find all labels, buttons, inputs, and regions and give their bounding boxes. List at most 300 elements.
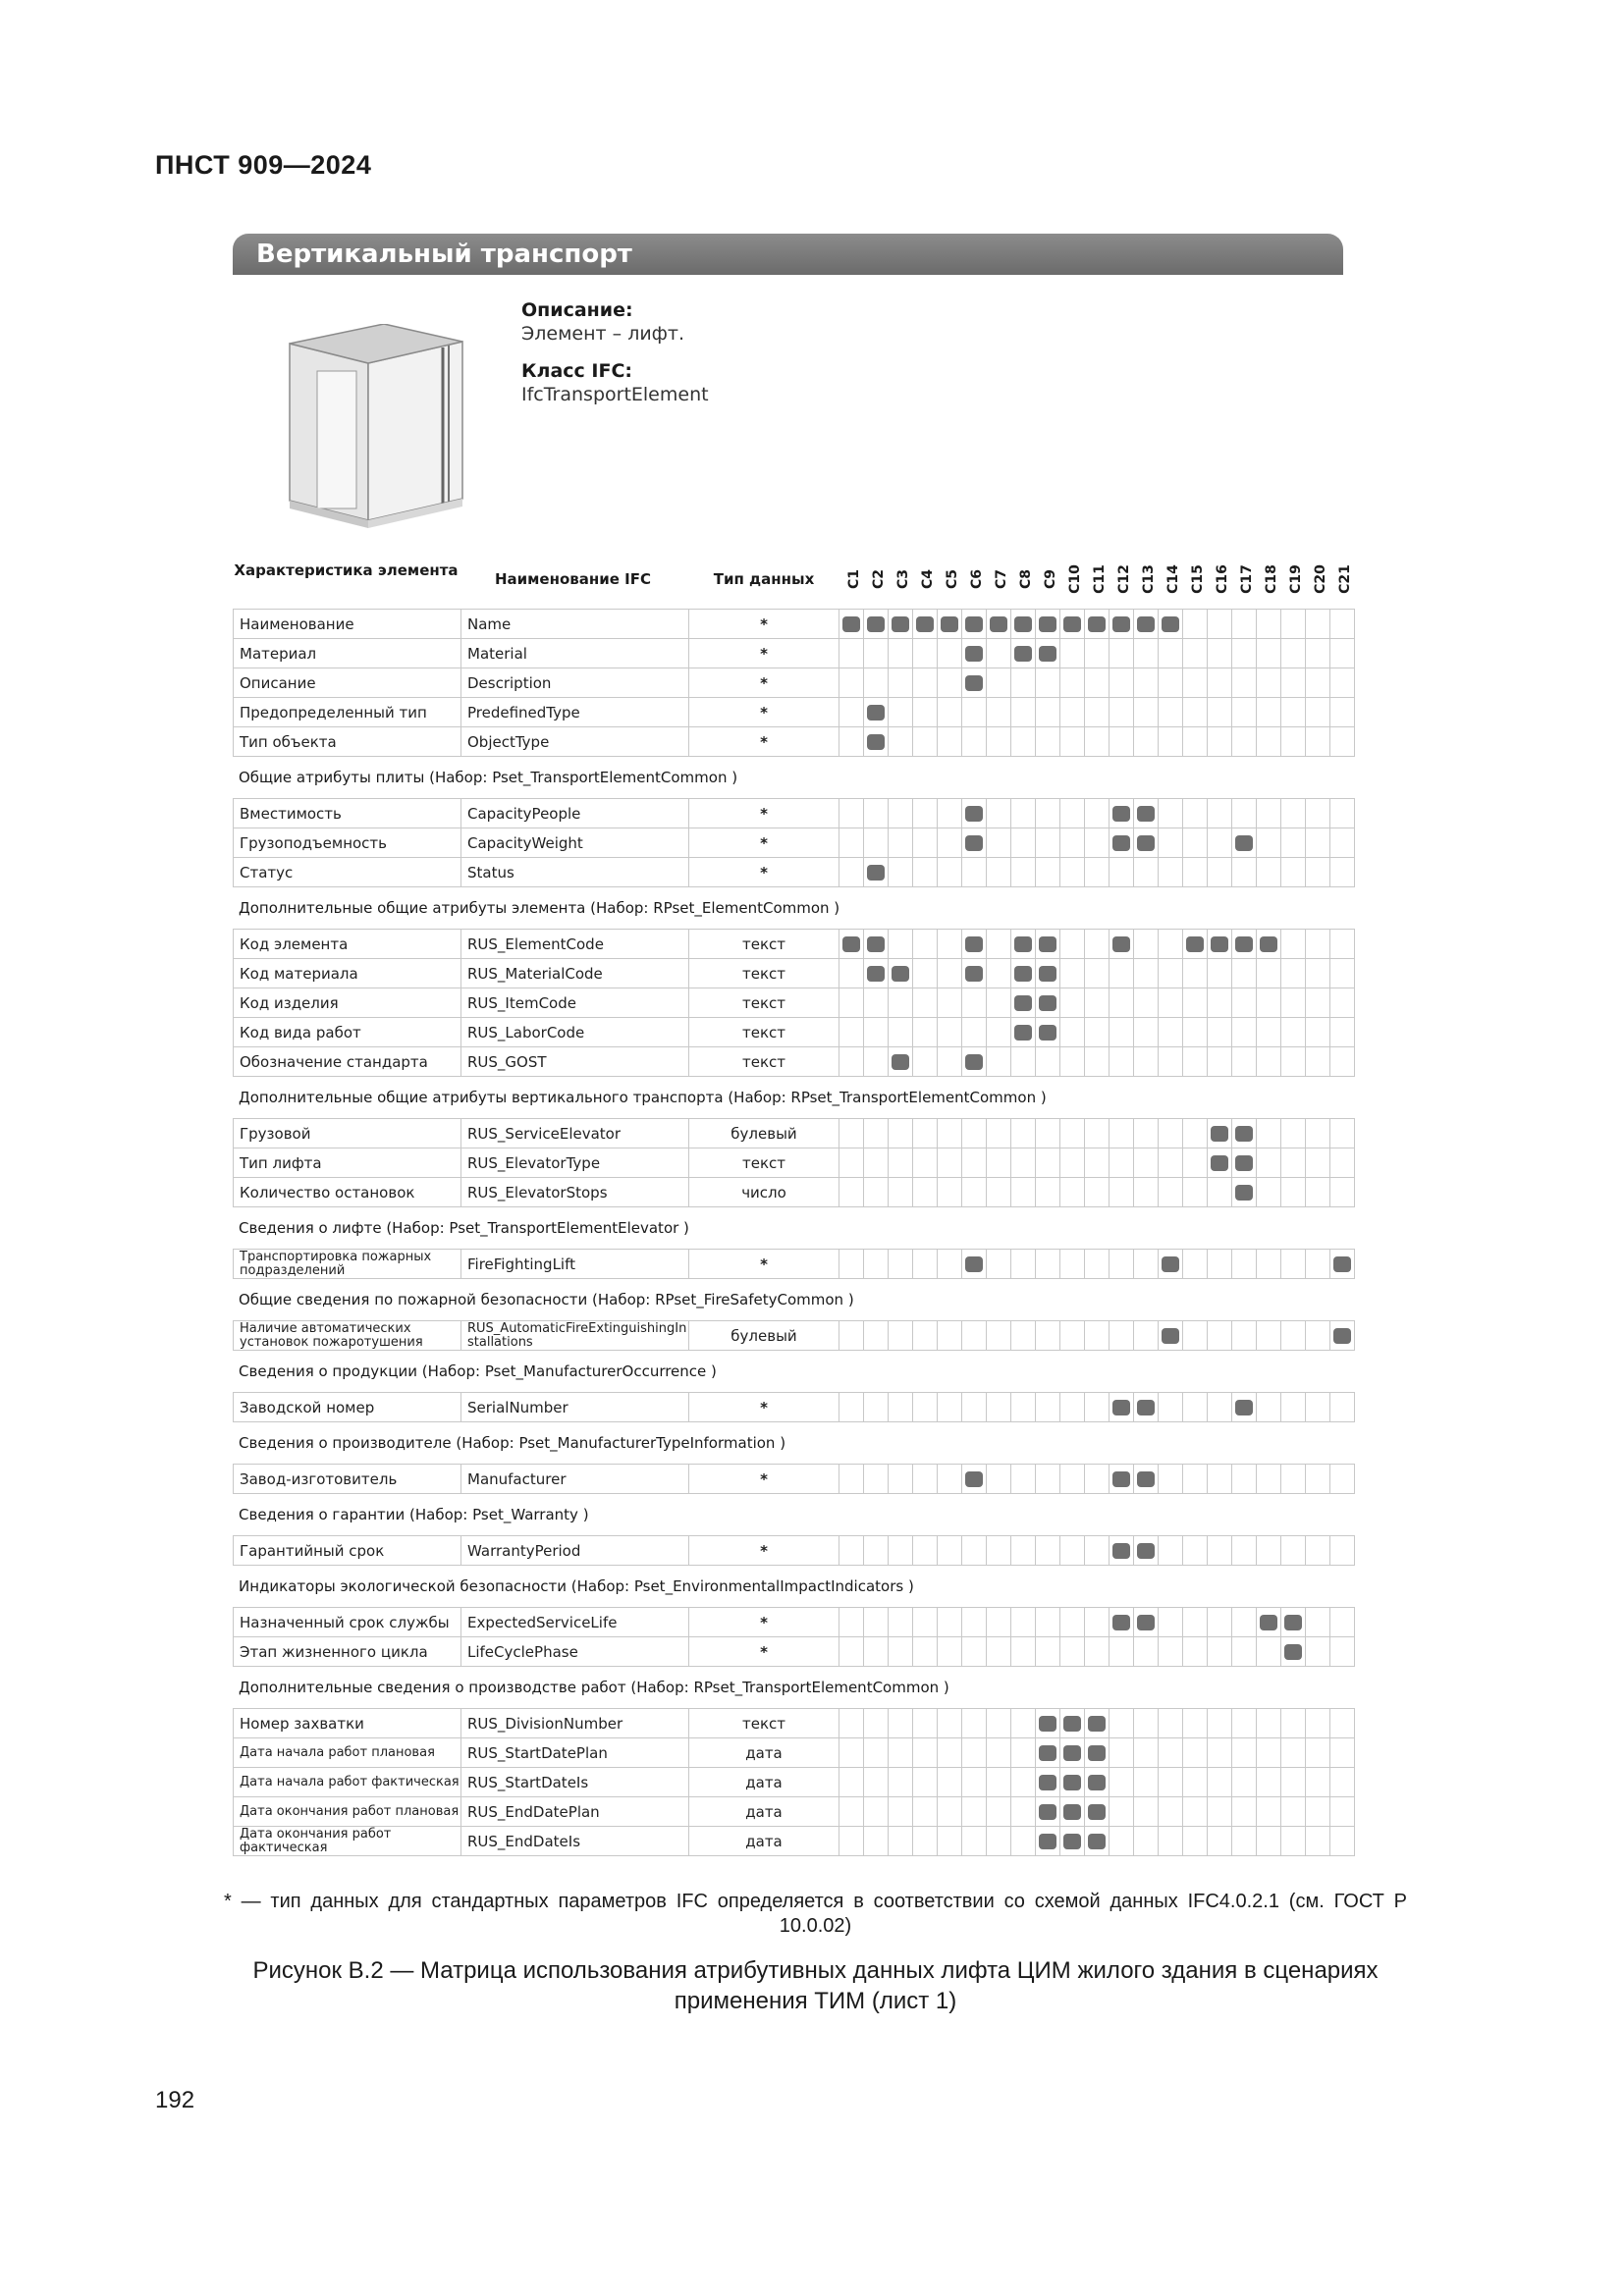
matrix-cell xyxy=(962,988,987,1018)
matrix-cell xyxy=(1208,1393,1232,1422)
matrix-cell xyxy=(1110,1393,1134,1422)
matrix-cell xyxy=(1183,1827,1208,1856)
matrix-cell xyxy=(913,1119,938,1148)
matrix-cell xyxy=(889,1768,913,1797)
data-type-cell: булевый xyxy=(689,1119,839,1148)
matrix-cell xyxy=(962,1465,987,1494)
matrix-cell xyxy=(913,959,938,988)
matrix-cell xyxy=(1134,959,1159,988)
matrix-cell xyxy=(889,1250,913,1279)
matrix-cell xyxy=(1232,1827,1257,1856)
capability-header xyxy=(1210,550,1234,609)
matrix-cell xyxy=(1330,1047,1355,1077)
matrix-cell xyxy=(1011,858,1036,887)
matrix-cell xyxy=(1110,639,1134,668)
matrix-cell xyxy=(1036,1047,1060,1077)
capability-label: C5 xyxy=(944,568,960,590)
matrix-cell xyxy=(1085,1536,1110,1566)
matrix-cell xyxy=(1281,698,1306,727)
section-title: Дополнительные общие атрибуты элемента (Набор: RPset_ElementCommon ) xyxy=(239,899,840,917)
matrix-cell xyxy=(889,858,913,887)
matrix-cell xyxy=(1183,799,1208,828)
matrix-cell xyxy=(839,610,864,639)
data-type-cell: число xyxy=(689,1178,839,1207)
matrix-cell xyxy=(1257,1321,1281,1351)
matrix-cell xyxy=(889,799,913,828)
usage-mark xyxy=(1112,1615,1130,1630)
matrix-cell xyxy=(938,1119,962,1148)
matrix-cell xyxy=(1306,1250,1330,1279)
matrix-cell xyxy=(1085,1018,1110,1047)
matrix-cell xyxy=(938,930,962,959)
matrix-cell xyxy=(1232,959,1257,988)
table-row xyxy=(234,1637,1355,1667)
matrix-cell xyxy=(1134,1738,1159,1768)
matrix-cell xyxy=(987,1148,1011,1178)
matrix-cell xyxy=(889,1536,913,1566)
data-type-cell: дата xyxy=(689,1768,839,1797)
matrix-cell xyxy=(1110,1608,1134,1637)
matrix-cell xyxy=(1330,1797,1355,1827)
matrix-cell xyxy=(1159,959,1183,988)
matrix-cell xyxy=(1330,1608,1355,1637)
matrix-cell xyxy=(1134,799,1159,828)
page-number: 192 xyxy=(155,2087,195,2113)
matrix-cell xyxy=(839,668,864,698)
data-type-cell: текст xyxy=(689,930,839,959)
capability-header xyxy=(1087,550,1111,609)
matrix-cell xyxy=(1060,930,1085,959)
characteristic-cell: Наличие автоматических установок пожаротушения xyxy=(234,1321,461,1351)
matrix-cell xyxy=(1306,639,1330,668)
matrix-cell xyxy=(1208,1608,1232,1637)
matrix-cell xyxy=(1110,1321,1134,1351)
matrix-cell xyxy=(962,1797,987,1827)
ifc-name-cell: RUS_StartDatePlan xyxy=(461,1738,689,1768)
matrix-cell xyxy=(889,1637,913,1667)
capability-header xyxy=(1111,550,1136,609)
matrix-cell xyxy=(1330,1465,1355,1494)
matrix-cell xyxy=(1183,1637,1208,1667)
usage-mark xyxy=(867,705,885,721)
description-label: Описание: xyxy=(521,299,633,321)
characteristic-cell: Предопределенный тип xyxy=(234,698,461,727)
matrix-cell xyxy=(1281,959,1306,988)
capability-header xyxy=(1136,550,1161,609)
matrix-cell xyxy=(1257,988,1281,1018)
capability-header xyxy=(915,550,940,609)
matrix-cell xyxy=(1110,1827,1134,1856)
capability-header xyxy=(1259,550,1283,609)
usage-mark xyxy=(1333,1328,1351,1344)
matrix-cell xyxy=(1011,639,1036,668)
matrix-cell xyxy=(1011,1393,1036,1422)
matrix-cell xyxy=(1306,930,1330,959)
usage-mark xyxy=(867,734,885,750)
table-row xyxy=(234,828,1355,858)
matrix-cell xyxy=(1208,988,1232,1018)
matrix-cell xyxy=(962,1536,987,1566)
matrix-cell xyxy=(1257,930,1281,959)
matrix-cell xyxy=(1011,1709,1036,1738)
matrix-cell xyxy=(864,1321,889,1351)
matrix-cell xyxy=(1281,1250,1306,1279)
matrix-cell xyxy=(962,1637,987,1667)
matrix-cell xyxy=(1011,988,1036,1018)
matrix-cell xyxy=(913,668,938,698)
matrix-cell xyxy=(1060,1148,1085,1178)
matrix-cell xyxy=(1183,1768,1208,1797)
matrix-cell xyxy=(1330,1321,1355,1351)
matrix-cell xyxy=(1110,959,1134,988)
matrix-cell xyxy=(1060,828,1085,858)
ifc-name-cell: RUS_MaterialCode xyxy=(461,959,689,988)
ifc-name-cell: CapacityWeight xyxy=(461,828,689,858)
matrix-cell xyxy=(1159,1827,1183,1856)
matrix-cell xyxy=(1011,1608,1036,1637)
usage-mark xyxy=(965,966,983,982)
data-type-cell: текст xyxy=(689,1709,839,1738)
matrix-cell xyxy=(1232,668,1257,698)
matrix-cell xyxy=(1232,828,1257,858)
matrix-cell xyxy=(1330,610,1355,639)
matrix-cell xyxy=(987,1797,1011,1827)
matrix-cell xyxy=(864,1018,889,1047)
matrix-cell xyxy=(1159,1608,1183,1637)
matrix-cell xyxy=(1110,698,1134,727)
matrix-cell xyxy=(864,1738,889,1768)
table-row xyxy=(234,1709,1355,1738)
ifc-name-cell: RUS_ElevatorStops xyxy=(461,1178,689,1207)
matrix-cell xyxy=(1208,1321,1232,1351)
matrix-cell xyxy=(1257,727,1281,757)
matrix-cell xyxy=(839,1637,864,1667)
matrix-cell xyxy=(1232,727,1257,757)
matrix-cell xyxy=(839,639,864,668)
usage-mark xyxy=(965,646,983,662)
matrix-cell xyxy=(913,1321,938,1351)
usage-mark xyxy=(1063,1834,1081,1849)
matrix-cell xyxy=(1208,1797,1232,1827)
matrix-cell xyxy=(1110,1047,1134,1077)
matrix-cell xyxy=(1036,1178,1060,1207)
matrix-cell xyxy=(1060,1608,1085,1637)
capability-label: C4 xyxy=(919,568,936,590)
matrix-cell xyxy=(839,1738,864,1768)
matrix-cell xyxy=(1183,1250,1208,1279)
matrix-cell xyxy=(987,799,1011,828)
characteristic-cell: Этап жизненного цикла xyxy=(234,1637,461,1667)
usage-mark xyxy=(1211,1155,1228,1171)
table-row xyxy=(234,1250,1355,1279)
matrix-cell xyxy=(1159,639,1183,668)
matrix-cell xyxy=(1085,1768,1110,1797)
matrix-cell xyxy=(1257,698,1281,727)
matrix-cell xyxy=(1281,727,1306,757)
matrix-cell xyxy=(1036,639,1060,668)
matrix-cell xyxy=(987,1738,1011,1768)
usage-mark xyxy=(941,616,958,632)
table-row xyxy=(234,930,1355,959)
matrix-cell xyxy=(987,1768,1011,1797)
matrix-cell xyxy=(1183,930,1208,959)
matrix-cell xyxy=(1060,698,1085,727)
matrix-cell xyxy=(1281,610,1306,639)
matrix-cell xyxy=(1011,1637,1036,1667)
matrix-cell xyxy=(1330,858,1355,887)
matrix-cell xyxy=(1036,1321,1060,1351)
matrix-cell xyxy=(1159,1797,1183,1827)
matrix-cell xyxy=(1011,1465,1036,1494)
section-table xyxy=(233,609,1355,757)
matrix-cell xyxy=(864,988,889,1018)
matrix-cell xyxy=(1257,668,1281,698)
data-type-cell: дата xyxy=(689,1738,839,1768)
usage-mark xyxy=(1088,1745,1106,1761)
matrix-cell xyxy=(864,639,889,668)
matrix-cell xyxy=(1134,1119,1159,1148)
matrix-cell xyxy=(1134,1797,1159,1827)
matrix-cell xyxy=(1183,1321,1208,1351)
matrix-cell xyxy=(1330,1393,1355,1422)
ifc-name-cell: Manufacturer xyxy=(461,1465,689,1494)
matrix-cell xyxy=(987,1119,1011,1148)
data-type-cell: * xyxy=(689,1536,839,1566)
matrix-cell xyxy=(1232,1250,1257,1279)
usage-mark xyxy=(1284,1644,1302,1660)
table-row xyxy=(234,639,1355,668)
matrix-cell xyxy=(839,1018,864,1047)
matrix-cell xyxy=(1011,828,1036,858)
matrix-cell xyxy=(1134,727,1159,757)
usage-mark xyxy=(1112,616,1130,632)
matrix-cell xyxy=(889,1047,913,1077)
matrix-cell xyxy=(987,858,1011,887)
ifc-name-cell: RUS_AutomaticFireExtinguishingInstallations xyxy=(461,1321,689,1351)
matrix-cell xyxy=(1036,1608,1060,1637)
matrix-cell xyxy=(839,1608,864,1637)
characteristic-cell: Материал xyxy=(234,639,461,668)
matrix-cell xyxy=(1110,828,1134,858)
table-row xyxy=(234,1047,1355,1077)
matrix-cell xyxy=(1208,1827,1232,1856)
matrix-cell xyxy=(1085,1608,1110,1637)
characteristic-cell: Обозначение стандарта xyxy=(234,1047,461,1077)
matrix-cell xyxy=(1085,1119,1110,1148)
section-table xyxy=(233,798,1355,887)
capability-label: C6 xyxy=(968,568,985,590)
matrix-cell xyxy=(1011,1018,1036,1047)
ifc-name-cell: RUS_ElementCode xyxy=(461,930,689,959)
matrix-cell xyxy=(1060,1018,1085,1047)
capability-label: C8 xyxy=(1017,568,1034,590)
matrix-cell xyxy=(962,1393,987,1422)
usage-mark xyxy=(892,966,909,982)
matrix-cell xyxy=(864,668,889,698)
matrix-cell xyxy=(1208,799,1232,828)
matrix-cell xyxy=(839,1047,864,1077)
table-row xyxy=(234,1393,1355,1422)
capability-label: C18 xyxy=(1263,564,1279,594)
matrix-cell xyxy=(913,639,938,668)
capability-label: C20 xyxy=(1312,564,1328,594)
data-type-cell: * xyxy=(689,1637,839,1667)
matrix-cell xyxy=(1085,828,1110,858)
section-title: Общие атрибуты плиты (Набор: Pset_TransportElementCommon ) xyxy=(239,769,738,786)
matrix-cell xyxy=(1306,1738,1330,1768)
matrix-cell xyxy=(987,668,1011,698)
table-row xyxy=(234,1536,1355,1566)
matrix-cell xyxy=(1257,1178,1281,1207)
ifc-name-cell: ObjectType xyxy=(461,727,689,757)
table-row xyxy=(234,698,1355,727)
matrix-cell xyxy=(1232,1637,1257,1667)
matrix-cell xyxy=(962,1148,987,1178)
usage-mark xyxy=(1063,1804,1081,1820)
matrix-cell xyxy=(1208,1637,1232,1667)
section-table xyxy=(233,1118,1355,1207)
data-type-cell: * xyxy=(689,1393,839,1422)
matrix-cell xyxy=(913,1047,938,1077)
table-row xyxy=(234,1321,1355,1351)
matrix-cell xyxy=(1306,988,1330,1018)
section-title: Сведения о производителе (Набор: Pset_ManufacturerTypeInformation ) xyxy=(239,1434,786,1452)
matrix-cell xyxy=(839,828,864,858)
matrix-cell xyxy=(1060,1827,1085,1856)
matrix-cell xyxy=(962,1608,987,1637)
matrix-cell xyxy=(1232,639,1257,668)
matrix-cell xyxy=(1208,698,1232,727)
matrix-cell xyxy=(889,668,913,698)
matrix-cell xyxy=(962,1178,987,1207)
matrix-cell xyxy=(1159,1738,1183,1768)
matrix-cell xyxy=(1036,959,1060,988)
capability-label: C3 xyxy=(894,568,911,590)
description-value: Элемент – лифт. xyxy=(521,323,685,345)
matrix-cell xyxy=(987,610,1011,639)
matrix-cell xyxy=(962,1047,987,1077)
matrix-cell xyxy=(1306,799,1330,828)
matrix-header xyxy=(233,550,1353,609)
matrix-cell xyxy=(1330,727,1355,757)
ifc-name-cell: RUS_ElevatorType xyxy=(461,1148,689,1178)
matrix-cell xyxy=(913,1827,938,1856)
matrix-cell xyxy=(962,668,987,698)
matrix-cell xyxy=(1330,668,1355,698)
matrix-cell xyxy=(1208,1465,1232,1494)
matrix-cell xyxy=(1159,1465,1183,1494)
matrix-cell xyxy=(864,959,889,988)
matrix-cell xyxy=(839,799,864,828)
section-table xyxy=(233,1535,1355,1566)
matrix-cell xyxy=(1208,727,1232,757)
matrix-cell xyxy=(1183,1148,1208,1178)
matrix-cell xyxy=(864,1768,889,1797)
matrix-cell xyxy=(1134,1250,1159,1279)
usage-mark xyxy=(1014,936,1032,952)
matrix-cell xyxy=(1159,1047,1183,1077)
matrix-cell xyxy=(938,1018,962,1047)
usage-mark xyxy=(842,616,860,632)
matrix-cell xyxy=(1208,1738,1232,1768)
matrix-cell xyxy=(889,828,913,858)
usage-mark xyxy=(1112,806,1130,822)
matrix-cell xyxy=(1257,1465,1281,1494)
data-type-cell: дата xyxy=(689,1797,839,1827)
usage-mark xyxy=(1088,1834,1106,1849)
section-title: Дополнительные общие атрибуты вертикального транспорта (Набор: RPset_TransportElementCommon ) xyxy=(239,1089,1047,1106)
matrix-cell xyxy=(913,1393,938,1422)
footnote: * — тип данных для стандартных параметров IFC определяется в соответствии со схемой данных IFC4.0.2.1 (см. ГОСТ Р 10.0.02) xyxy=(224,1891,1407,1937)
matrix-cell xyxy=(913,930,938,959)
matrix-cell xyxy=(1134,1047,1159,1077)
matrix-cell xyxy=(1036,668,1060,698)
characteristic-cell: Статус xyxy=(234,858,461,887)
matrix-cell xyxy=(1183,1709,1208,1738)
ifc-name-cell: RUS_ServiceElevator xyxy=(461,1119,689,1148)
matrix-cell xyxy=(913,1148,938,1178)
matrix-cell xyxy=(1257,610,1281,639)
matrix-cell xyxy=(1306,959,1330,988)
matrix-cell xyxy=(1110,668,1134,698)
matrix-cell xyxy=(1306,1465,1330,1494)
section-title: Сведения о продукции (Набор: Pset_ManufacturerOccurrence ) xyxy=(239,1362,717,1380)
matrix-cell xyxy=(839,1536,864,1566)
matrix-cell xyxy=(1011,1047,1036,1077)
matrix-cell xyxy=(913,610,938,639)
data-type-cell: текст xyxy=(689,1148,839,1178)
matrix-cell xyxy=(1208,959,1232,988)
matrix-cell xyxy=(1085,1709,1110,1738)
matrix-cell xyxy=(987,1827,1011,1856)
usage-mark xyxy=(1162,1256,1179,1272)
matrix-cell xyxy=(1085,727,1110,757)
characteristic-cell: Назначенный срок службы xyxy=(234,1608,461,1637)
characteristic-cell: Дата окончания работ фактическая xyxy=(234,1827,461,1856)
matrix-cell xyxy=(839,1827,864,1856)
matrix-cell xyxy=(1134,988,1159,1018)
matrix-cell xyxy=(1183,610,1208,639)
matrix-cell xyxy=(1085,1637,1110,1667)
ifc-name-cell: RUS_GOST xyxy=(461,1047,689,1077)
matrix-cell xyxy=(962,959,987,988)
matrix-cell xyxy=(1011,1178,1036,1207)
matrix-cell xyxy=(913,1797,938,1827)
matrix-cell xyxy=(839,1797,864,1827)
usage-mark xyxy=(1039,1834,1056,1849)
matrix-cell xyxy=(1232,988,1257,1018)
usage-mark xyxy=(1014,646,1032,662)
matrix-cell xyxy=(1110,1768,1134,1797)
matrix-cell xyxy=(1306,1637,1330,1667)
capability-header xyxy=(891,550,915,609)
matrix-cell xyxy=(1330,828,1355,858)
matrix-cell xyxy=(1281,668,1306,698)
matrix-cell xyxy=(1159,1148,1183,1178)
matrix-cell xyxy=(1060,668,1085,698)
matrix-cell xyxy=(1011,1321,1036,1351)
characteristic-cell: Транспортировка пожарных подразделений xyxy=(234,1250,461,1279)
matrix-cell xyxy=(1306,1119,1330,1148)
header-data-type: Тип данных xyxy=(713,570,815,588)
matrix-cell xyxy=(1208,1768,1232,1797)
matrix-cell xyxy=(1281,799,1306,828)
matrix-cell xyxy=(1159,828,1183,858)
matrix-cell xyxy=(1110,930,1134,959)
matrix-cell xyxy=(1257,1768,1281,1797)
matrix-cell xyxy=(962,1827,987,1856)
matrix-cell xyxy=(1281,828,1306,858)
